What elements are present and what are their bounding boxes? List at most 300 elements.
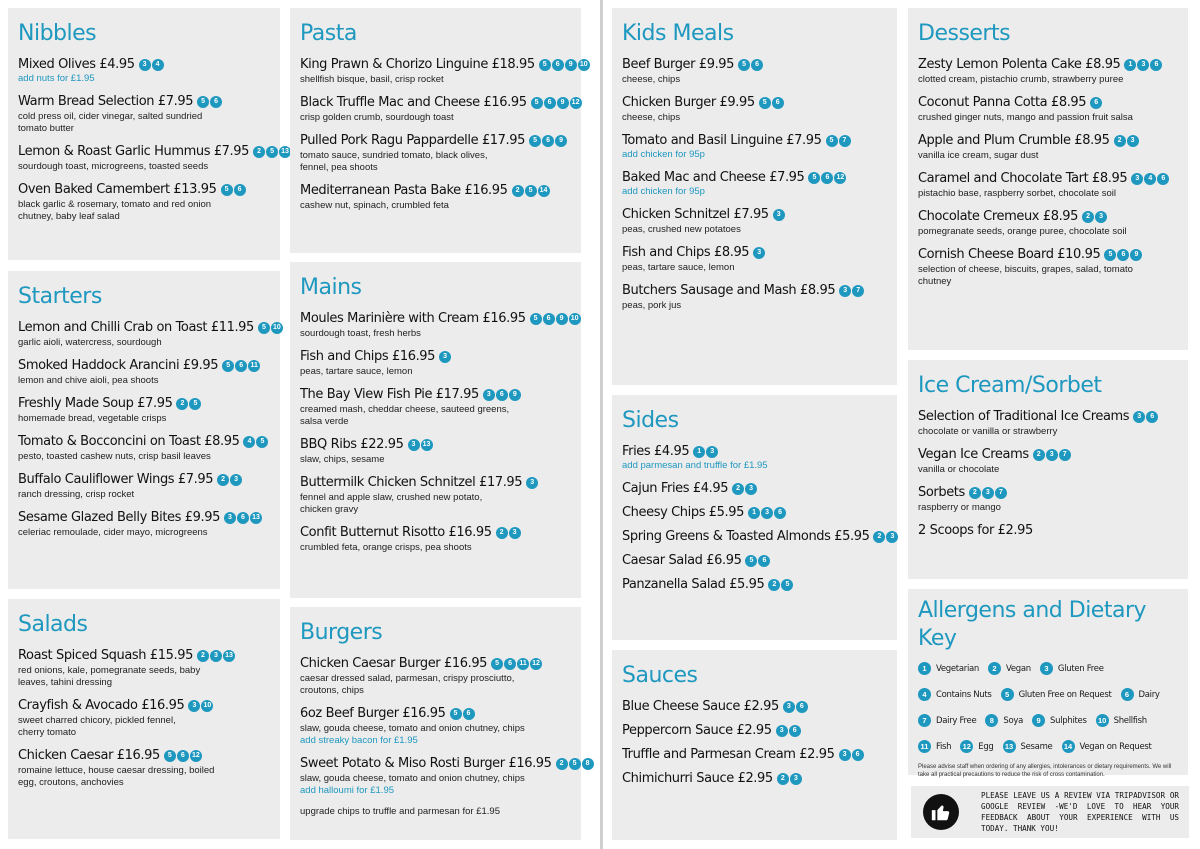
menu-item — [622, 577, 887, 592]
allergen-badge: 3 — [230, 474, 242, 486]
menu-item — [18, 510, 270, 539]
menu-item-description: vanilla ice cream, sugar dust — [918, 150, 1039, 161]
menu-item-description: lemon and chive aioli, pea shoots — [18, 375, 159, 386]
menu-item-description: leaves, tahini dressing — [18, 677, 112, 688]
menu-item-line — [18, 698, 270, 713]
allergen-badge: 13 — [421, 439, 433, 451]
menu-item-line — [300, 756, 590, 771]
panel-nibbles — [8, 8, 289, 260]
allergen-key-label: Vegetarian — [936, 663, 980, 674]
menu-item — [300, 349, 571, 378]
menu-item-line — [300, 183, 571, 198]
allergen-badge: 3 — [526, 477, 538, 489]
allergen-badges — [556, 758, 595, 770]
section-title-kids: Kids Meals — [622, 21, 734, 46]
menu-item-description: cherry tomato — [18, 727, 77, 738]
menu-item-description: chocolate or vanilla or strawberry — [918, 426, 1058, 437]
menu-item — [300, 706, 571, 747]
menu-item-description: chicken gravy — [300, 504, 359, 515]
allergen-badge: 3 — [783, 701, 795, 713]
panel-ice-cream-sorbet — [908, 360, 1188, 579]
menu-item-description: peas, crushed new potatoes — [622, 224, 741, 235]
menu-item-name: Chimichurri Sauce £2.95 — [622, 771, 773, 786]
menu-item-description: croutons, chips — [300, 685, 364, 696]
menu-item-line — [622, 95, 887, 110]
allergen-badge: 2 — [512, 185, 524, 197]
allergen-badge: 5 — [745, 555, 757, 567]
allergen-badge: 6 — [1117, 249, 1129, 261]
allergen-key-entry — [918, 662, 979, 675]
menu-item-line — [918, 95, 1178, 110]
allergen-badges — [776, 725, 802, 737]
allergen-badge: 6 — [210, 96, 222, 108]
allergen-badges — [526, 477, 539, 489]
allergen-badge: 12 — [190, 750, 202, 762]
menu-item-line — [622, 283, 887, 298]
menu-item-description: garlic aioli, watercress, sourdough — [18, 337, 162, 348]
menu-item — [622, 529, 895, 544]
allergen-badge: 13 — [223, 650, 235, 662]
menu-item-name: Pulled Pork Ragu Pappardelle £17.95 — [300, 133, 526, 148]
panel-desserts — [908, 8, 1188, 350]
allergen-badge: 2 — [777, 773, 789, 785]
allergen-badges — [176, 398, 202, 410]
menu-item-description: cheese, chips — [622, 74, 681, 85]
menu-item — [918, 485, 1178, 514]
menu-item-line — [918, 247, 1178, 262]
allergen-badge: 12 — [834, 172, 846, 184]
menu-item-line — [300, 133, 571, 148]
menu-item-line — [622, 57, 887, 72]
menu-item-line — [18, 320, 281, 335]
allergen-badge: 8 — [582, 758, 594, 770]
allergen-key-label: Soya — [1003, 715, 1024, 726]
menu-item-line — [300, 57, 588, 72]
allergen-badges — [1104, 249, 1143, 261]
menu-item-name: Chicken Caesar Burger £16.95 — [300, 656, 488, 671]
allergen-badge: 9 — [1032, 714, 1045, 727]
menu-item-line — [622, 245, 887, 260]
section-title-starters: Starters — [18, 284, 102, 309]
panel-kids-meals — [612, 8, 897, 385]
allergen-badge: 5 — [221, 184, 233, 196]
allergen-badge: 6 — [542, 135, 554, 147]
allergen-badge: 6 — [1157, 173, 1169, 185]
menu-item-name: Moules Marinière with Cream £16.95 — [300, 311, 526, 326]
menu-item-line — [918, 133, 1178, 148]
menu-item-name: Peppercorn Sauce £2.95 — [622, 723, 772, 738]
allergen-badge: 9 — [1130, 249, 1142, 261]
allergen-badges — [408, 439, 434, 451]
section-title-icecream: Ice Cream/Sorbet — [918, 373, 1102, 398]
allergen-badge: 6 — [758, 555, 770, 567]
allergen-badges — [808, 172, 847, 184]
menu-item-name: Panzanella Salad £5.95 — [622, 577, 765, 592]
allergen-badges — [491, 658, 543, 670]
allergen-badge: 3 — [790, 773, 802, 785]
allergen-badges — [222, 360, 261, 372]
menu-item-line — [622, 723, 887, 738]
allergen-badge: 3 — [982, 487, 994, 499]
allergen-badge: 6 — [234, 184, 246, 196]
allergen-badge: 10 — [1096, 714, 1109, 727]
menu-item-name: Butchers Sausage and Mash £8.95 — [622, 283, 836, 298]
allergen-badge: 13 — [279, 146, 291, 158]
allergen-key-entry — [1032, 714, 1087, 727]
allergen-badges — [258, 322, 284, 334]
allergen-badges — [873, 531, 899, 543]
menu-item — [622, 133, 887, 161]
allergen-badges — [1090, 97, 1103, 109]
allergen-badges — [753, 247, 766, 259]
menu-item-description: creamed mash, cheddar cheese, sauteed greens, — [300, 404, 510, 415]
menu-item — [918, 447, 1178, 476]
menu-item-line — [622, 133, 887, 148]
menu-item — [918, 409, 1178, 438]
section-title-sauces: Sauces — [622, 663, 698, 688]
allergen-badge: 5 — [781, 579, 793, 591]
menu-item-name: Fish and Chips £16.95 — [300, 349, 436, 364]
allergen-badge: 5 — [256, 436, 268, 448]
allergen-badges — [253, 146, 292, 158]
allergen-badges — [748, 507, 787, 519]
allergen-badge: 9 — [556, 313, 568, 325]
menu-item-name: Smoked Haddock Arancini £9.95 — [18, 358, 219, 373]
menu-item-name: Sesame Glazed Belly Bites £9.95 — [18, 510, 220, 525]
menu-item-name: Oven Baked Camembert £13.95 — [18, 182, 217, 197]
menu-item-line — [622, 747, 887, 762]
menu-item — [918, 95, 1178, 124]
menu-item-line — [18, 396, 270, 411]
page-fold-divider — [600, 0, 603, 849]
allergen-badge: 3 — [188, 700, 200, 712]
allergen-badge: 3 — [139, 59, 151, 71]
allergen-badges — [197, 650, 236, 662]
menu-item-description: fennel, pea shoots — [300, 162, 378, 173]
allergen-badge: 13 — [250, 512, 262, 524]
panel-starters — [8, 271, 280, 589]
allergen-badge: 3 — [1040, 662, 1053, 675]
allergen-badge: 5 — [738, 59, 750, 71]
allergen-badge: 3 — [509, 527, 521, 539]
allergen-badge: 3 — [1095, 211, 1107, 223]
menu-item — [300, 311, 579, 340]
menu-item-name: BBQ Ribs £22.95 — [300, 437, 404, 452]
menu-item — [300, 183, 571, 212]
allergen-badge: 5 — [529, 135, 541, 147]
menu-item — [18, 698, 270, 739]
menu-item-description: slaw, chips, sesame — [300, 454, 385, 465]
allergen-badges — [839, 749, 865, 761]
allergen-key-label: Shellfish — [1113, 715, 1147, 726]
allergen-badge: 1 — [1124, 59, 1136, 71]
menu-item — [18, 748, 270, 789]
menu-item-description: crisp golden crumb, sourdough toast — [300, 112, 454, 123]
allergen-badges — [531, 97, 583, 109]
allergen-badge: 13 — [1003, 740, 1016, 753]
panel-pasta — [290, 8, 588, 253]
allergen-key-entry — [1062, 740, 1152, 753]
allergen-badges — [530, 313, 582, 325]
allergen-badge: 3 — [839, 285, 851, 297]
menu-item-line — [18, 648, 270, 663]
menu-item-line — [18, 510, 270, 525]
thumbs-up-glyph — [930, 801, 952, 823]
allergen-key-entry — [918, 714, 976, 727]
allergen-badge: 10 — [578, 59, 590, 71]
allergen-badges — [483, 389, 522, 401]
allergen-badges — [188, 700, 214, 712]
allergen-key-entry — [1040, 662, 1104, 675]
allergen-badge: 2 — [873, 531, 885, 543]
allergen-badge: 6 — [1090, 97, 1102, 109]
menu-item-description: celeriac remoulade, cider mayo, microgreens — [18, 527, 208, 538]
allergen-badge: 6 — [177, 750, 189, 762]
menu-item-description: peas, tartare sauce, lemon — [622, 262, 735, 273]
menu-item — [622, 505, 887, 520]
menu-item-line — [918, 209, 1178, 224]
allergen-badges — [512, 185, 551, 197]
allergen-badge: 3 — [1133, 411, 1145, 423]
menu-item — [622, 747, 887, 762]
allergen-badges — [496, 527, 522, 539]
section-title-mains: Mains — [300, 275, 362, 300]
menu-item-name: Mixed Olives £4.95 — [18, 57, 135, 72]
allergen-badge: 9 — [555, 135, 567, 147]
allergen-badges — [768, 579, 794, 591]
menu-item-description: egg, croutons, anchovies — [18, 777, 124, 788]
allergen-badge: 2 — [217, 474, 229, 486]
allergen-badges — [732, 483, 758, 495]
allergen-badge: 5 — [826, 135, 838, 147]
allergen-key-label: Dairy Free — [936, 715, 977, 726]
allergen-badge: 2 — [988, 662, 1001, 675]
menu-item — [918, 57, 1178, 86]
menu-item-description: tomato butter — [18, 123, 74, 134]
allergen-badge: 6 — [463, 708, 475, 720]
menu-item — [18, 320, 281, 349]
allergen-key-label: Sulphites — [1050, 715, 1087, 726]
menu-item-addon: add chicken for 95p — [622, 186, 705, 197]
allergen-badge: 14 — [538, 185, 550, 197]
panel-mains — [290, 262, 581, 598]
allergen-badge: 11 — [248, 360, 260, 372]
menu-item — [18, 94, 270, 135]
allergen-key-entry — [918, 688, 992, 701]
menu-item-description: caesar dressed salad, parmesan, crispy prosciutto, — [300, 673, 515, 684]
menu-item — [918, 133, 1178, 162]
allergen-badge: 3 — [1131, 173, 1143, 185]
allergen-badge: 4 — [243, 436, 255, 448]
menu-item-line — [18, 57, 270, 72]
section-title-salads: Salads — [18, 612, 88, 637]
menu-item-description: chutney, baby leaf salad — [18, 211, 120, 222]
menu-item-line — [18, 748, 270, 763]
allergen-badge: 6 — [496, 389, 508, 401]
allergen-badge: 2 — [556, 758, 568, 770]
menu-item — [300, 437, 571, 466]
menu-item — [622, 95, 887, 124]
menu-item-description: romaine lettuce, house caesar dressing, boiled — [18, 765, 215, 776]
panel-sides — [612, 395, 897, 640]
menu-item-line — [18, 94, 270, 109]
allergen-badge: 9 — [565, 59, 577, 71]
allergen-badge: 2 — [1082, 211, 1094, 223]
menu-item-line — [300, 349, 571, 364]
menu-item-name: Cheesy Chips £5.95 — [622, 505, 745, 520]
menu-item-description: pistachio base, raspberry sorbet, chocolate soil — [918, 188, 1117, 199]
menu-item — [918, 209, 1178, 238]
menu-item-description: cold press oil, cider vinegar, salted sundried — [18, 111, 203, 122]
allergen-badge: 7 — [918, 714, 931, 727]
allergen-badge: 9 — [509, 389, 521, 401]
menu-item-line — [918, 409, 1178, 424]
allergen-badge: 3 — [224, 512, 236, 524]
menu-item-line — [18, 358, 270, 373]
menu-item-name: Mediterranean Pasta Bake £16.95 — [300, 183, 508, 198]
allergen-badge: 3 — [886, 531, 898, 543]
allergen-badge: 10 — [201, 700, 213, 712]
menu-item-line — [18, 434, 270, 449]
allergen-badges — [773, 209, 786, 221]
allergen-key-entry — [985, 714, 1023, 727]
allergen-badge: 2 — [969, 487, 981, 499]
menu-item-line — [18, 472, 270, 487]
menu-item-line — [300, 311, 579, 326]
allergen-badge: 6 — [789, 725, 801, 737]
allergen-badge: 12 — [570, 97, 582, 109]
allergen-badges — [1131, 173, 1170, 185]
allergen-badge: 2 — [253, 146, 265, 158]
menu-item-line — [300, 437, 571, 452]
allergen-badges — [1033, 449, 1072, 461]
menu-item-name: Buffalo Cauliflower Wings £7.95 — [18, 472, 214, 487]
allergen-key-entry — [988, 662, 1031, 675]
allergen-badge: 5 — [222, 360, 234, 372]
allergen-badge: 6 — [821, 172, 833, 184]
allergen-badge: 14 — [1062, 740, 1075, 753]
menu-item-description: clotted cream, pistachio crumb, strawberry puree — [918, 74, 1124, 85]
allergen-badge: 5 — [808, 172, 820, 184]
menu-item-name: Tomato & Bocconcini on Toast £8.95 — [18, 434, 240, 449]
allergen-badge: 6 — [796, 701, 808, 713]
menu-item-description: sourdough toast, fresh herbs — [300, 328, 421, 339]
menu-item-name: Sweet Potato & Miso Rosti Burger £16.95 — [300, 756, 552, 771]
allergen-badge: 11 — [517, 658, 529, 670]
allergen-badge: 6 — [1121, 688, 1134, 701]
allergen-badge: 3 — [761, 507, 773, 519]
menu-item — [622, 771, 887, 786]
menu-item-line — [622, 444, 887, 459]
menu-item-line — [300, 706, 571, 721]
menu-item-name: Cajun Fries £4.95 — [622, 481, 729, 496]
menu-item-description: ranch dressing, crisp rocket — [18, 489, 135, 500]
allergen-badges — [783, 701, 809, 713]
allergen-badge: 3 — [210, 650, 222, 662]
allergen-badge: 2 — [496, 527, 508, 539]
allergen-badge: 5 — [266, 146, 278, 158]
allergen-badge: 5 — [197, 96, 209, 108]
menu-item-name: Coconut Panna Cotta £8.95 — [918, 95, 1087, 110]
menu-item-description: pesto, toasted cashew nuts, crisp basil leaves — [18, 451, 211, 462]
allergen-badge: 3 — [1137, 59, 1149, 71]
menu-item-line — [300, 656, 571, 671]
menu-item — [300, 525, 571, 554]
allergen-badges — [529, 135, 568, 147]
allergen-badge: 3 — [483, 389, 495, 401]
menu-item-description: raspberry or mango — [918, 502, 1001, 513]
menu-item-line — [622, 505, 887, 520]
allergen-key-entry — [1096, 714, 1147, 727]
menu-item-description: black garlic & rosemary, tomato and red onion — [18, 199, 212, 210]
menu-item-name: Caramel and Chocolate Tart £8.95 — [918, 171, 1128, 186]
menu-item-line — [300, 525, 571, 540]
menu-item — [18, 144, 289, 173]
menu-item-name: Cornish Cheese Board £10.95 — [918, 247, 1101, 262]
menu-item-description: sweet charred chicory, pickled fennel, — [18, 715, 176, 726]
menu-item-description: peas, pork jus — [622, 300, 682, 311]
menu-item-name: Lemon & Roast Garlic Hummus £7.95 — [18, 144, 250, 159]
menu-item-name: Chicken Schnitzel £7.95 — [622, 207, 769, 222]
allergen-badges — [693, 446, 719, 458]
menu-item — [18, 472, 270, 501]
allergen-badges — [1082, 211, 1108, 223]
menu-item-name: Warm Bread Selection £7.95 — [18, 94, 194, 109]
allergen-badge: 3 — [408, 439, 420, 451]
menu-item-description: slaw, gouda cheese, tomato and onion chutney, chips — [300, 773, 525, 784]
allergen-badge: 5 — [189, 398, 201, 410]
section-title-allergens: Allergens and Dietary Key — [918, 598, 1147, 651]
allergen-key-entry — [960, 740, 993, 753]
menu-item — [918, 247, 1178, 288]
section-title-nibbles: Nibbles — [18, 21, 97, 46]
menu-item — [300, 95, 580, 124]
menu-item-description: cheese, chips — [622, 112, 681, 123]
section-title-burgers: Burgers — [300, 620, 383, 645]
allergen-badge: 3 — [773, 209, 785, 221]
menu-item-name: Chicken Burger £9.95 — [622, 95, 755, 110]
menu-item-description: shellfish bisque, basil, crisp rocket — [300, 74, 444, 85]
menu-item-addon: add halloumi for £1.95 — [300, 785, 395, 796]
menu-item-description: slaw, gouda cheese, tomato and onion chutney, chips — [300, 723, 525, 734]
menu-item-name: Zesty Lemon Polenta Cake £8.95 — [918, 57, 1121, 72]
menu-item — [18, 396, 270, 425]
allergen-badge: 9 — [557, 97, 569, 109]
menu-item — [300, 475, 571, 516]
menu-item-line — [18, 144, 289, 159]
allergen-badge: 11 — [918, 740, 931, 753]
allergen-badges — [450, 708, 476, 720]
menu-item-line — [622, 170, 887, 185]
menu-item-name: Chocolate Cremeux £8.95 — [918, 209, 1079, 224]
menu-item-line — [300, 387, 571, 402]
allergen-badge: 3 — [776, 725, 788, 737]
allergen-badges — [439, 351, 452, 363]
menu-item-line — [18, 182, 270, 197]
allergen-badges — [839, 285, 865, 297]
allergen-key-label: Fish — [936, 741, 952, 752]
allergen-badge: 6 — [544, 97, 556, 109]
allergen-badge: 3 — [1046, 449, 1058, 461]
allergen-badge: 5 — [759, 97, 771, 109]
menu-item-line — [918, 523, 1178, 538]
menu-item-line — [622, 481, 887, 496]
allergen-badge: 2 — [768, 579, 780, 591]
allergen-badges — [777, 773, 803, 785]
allergen-badge: 3 — [439, 351, 451, 363]
menu-item-name: Apple and Plum Crumble £8.95 — [918, 133, 1110, 148]
menu-item-line — [918, 57, 1178, 72]
